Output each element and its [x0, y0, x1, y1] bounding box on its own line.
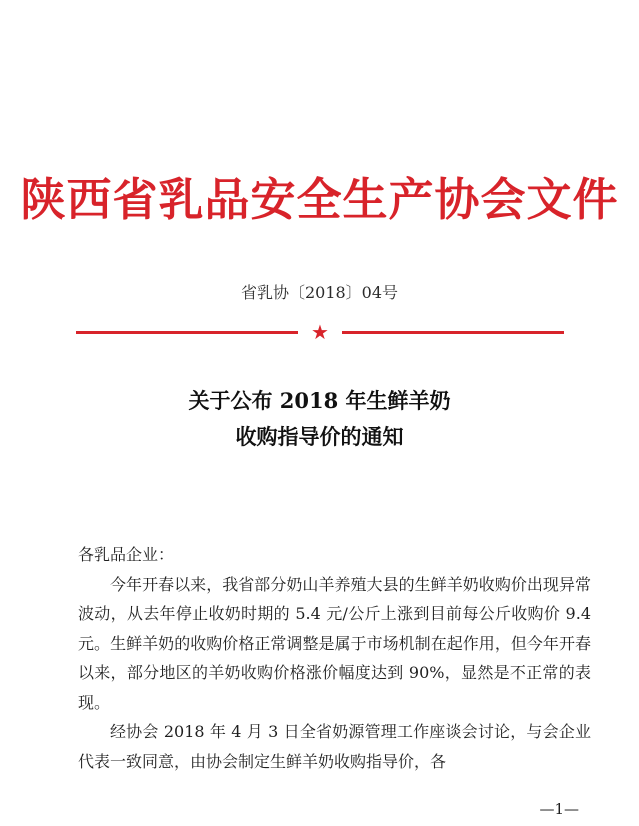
paragraph-1: 今年开春以来，我省部分奶山羊养殖大县的生鲜羊奶收购价出现异常波动，从去年停止收奶时期的 5.4 元/公斤上涨到目前每公斤收购价 9.4 元。生鲜羊奶的收购价格正常调整是属于市场机制在起作用，但今年开春以来，部分地区的羊奶收购价格涨价幅度达到 90%，显然是不正常的表现。 [78, 574, 591, 712]
red-divider [76, 322, 564, 342]
divider-rule-right [342, 331, 564, 334]
issuer-title: 陕西省乳品安全生产协会文件 [20, 173, 619, 226]
salutation: 各乳品企业： [78, 545, 175, 564]
page-number: —1— [539, 800, 579, 818]
divider-rule-left [76, 331, 298, 334]
star-icon: ★ [311, 320, 329, 344]
notice-title-line-2: 收购指导价的通知 [235, 424, 404, 449]
body-text [78, 540, 591, 776]
document-number: 省乳协〔2018〕04号 [240, 283, 399, 302]
notice-title [0, 383, 639, 455]
notice-title-line-1: 关于公布 2018 年生鲜羊奶 [188, 388, 451, 413]
paragraph-2: 经协会 2018 年 4 月 3 日全省奶源管理工作座谈会讨论，与会企业代表一致同意，由协会制定生鲜羊奶收购指导价，各 [78, 722, 591, 771]
